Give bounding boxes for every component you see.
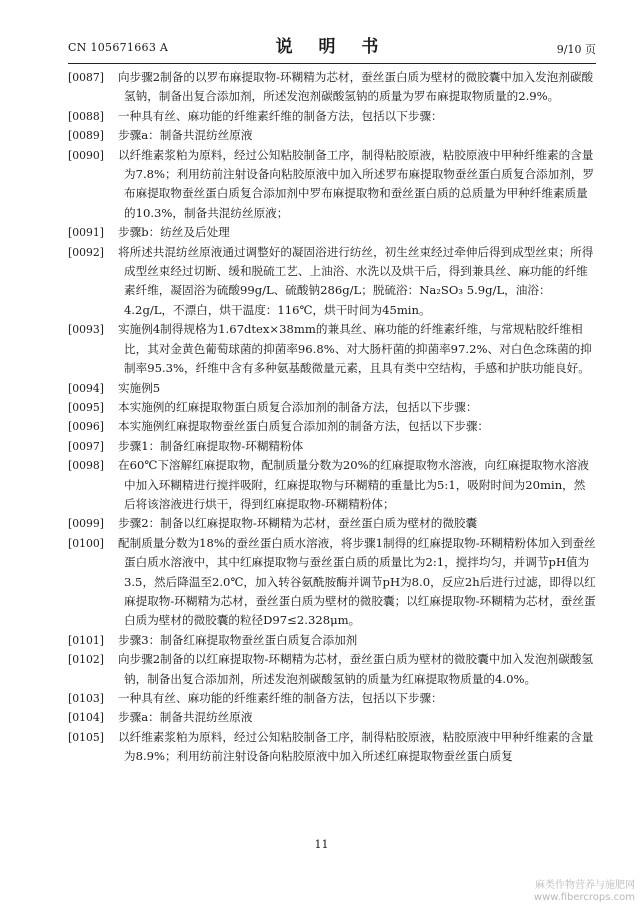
paragraph-text: 步骤1：制备红麻提取物-环糊精粉体	[118, 438, 304, 453]
paragraph-number: [0103]	[68, 692, 104, 705]
paragraph-text: 本实施例的红麻提取物蛋白质复合添加剂的制备方法，包括以下步骤：	[118, 399, 478, 414]
header-divider	[68, 63, 596, 64]
watermark-site-name: 麻类作物营养与施肥网	[535, 880, 635, 891]
paragraph-text: 将所述共混纺丝原液通过调整好的凝固浴进行纺丝，初生丝束经过牵伸后得到成型丝束；所得成型丝束经过切断、缓和脱硫工艺、上油浴、水洗以及烘干后，得到兼具丝、麻功能的纤维素纤维，凝固浴为硫酸99g/L、硫酸钠286g/L；脱硫浴：Na₂SO₃ 5.9g/L，油浴：4.2g/L，不漂白，烘干温度：116℃，烘干时间为45min。	[118, 244, 594, 317]
page-indicator: 9/10 页	[556, 43, 596, 56]
paragraph-number: [0099]	[68, 517, 104, 531]
paragraph-text: 步骤3：制备红麻提取物蚕丝蛋白质复合添加剂	[118, 632, 358, 647]
paragraph-number: [0095]	[68, 400, 104, 414]
page-title: 说 明 书	[275, 37, 389, 57]
paragraph-text: 配制质量分数为18%的蚕丝蛋白质水溶液，将步骤1制得的红麻提取物-环糊精粉体加入到蚕丝蛋白质水溶液中，其中红麻提取物与蚕丝蛋白质的质量比为2:1，搅拌均匀，并调节pH值为3.5，然后降温至2.0℃，加入转谷氨酰胺酶并调节pH为8.0，反应2h后进行过滤，即得以红麻提取物-环糊精为芯材，蚕丝蛋白质为壁材的微胶囊；以红麻提取物-环糊精为芯材，蚕丝蛋白质为壁材的微胶囊的粒径D97≤2.328μm。	[118, 535, 596, 628]
paragraph-number: [0101]	[68, 633, 104, 647]
paragraph	[68, 631, 596, 650]
paragraph	[68, 417, 596, 436]
paragraph-number: [0104]	[68, 711, 104, 725]
paragraph	[68, 146, 596, 224]
paragraph-text: 一种具有丝、麻功能的纤维素纤维的制备方法，包括以下步骤：	[118, 691, 443, 705]
document-body	[68, 68, 596, 767]
paragraph-number: [0096]	[68, 420, 104, 434]
paragraph	[68, 107, 596, 126]
paragraph-text: 在60℃下溶解红麻提取物，配制质量分数为20%的红麻提取物水溶液，向红麻提取物水溶液中加入环糊精进行搅拌吸附，红麻提取物与环糊精的重量比为5:1，吸附时间为20min，然后将该溶液进行烘干，得到红麻提取物-环糊精粉体；	[118, 458, 589, 511]
paragraph	[68, 514, 596, 533]
publication-number: CN 105671663 A	[68, 41, 169, 54]
paragraph	[68, 398, 596, 417]
paragraph-number: [0090]	[68, 148, 104, 162]
paragraph-number: [0093]	[68, 323, 104, 337]
paragraph-number: [0100]	[68, 536, 104, 550]
paragraph-text: 以纤维素浆粕为原料，经过公知粘胶制备工序，制得粘胶原液，粘胶原液中甲种纤维素的含量为8.9%；利用纺前注射设备向粘胶原液中加入所述红麻提取物蚕丝蛋白质复	[118, 729, 594, 764]
paragraph-text: 步骤a：制备共混纺丝原液	[118, 128, 253, 143]
paragraph	[68, 689, 596, 708]
paragraph	[68, 650, 596, 689]
paragraph	[68, 534, 596, 631]
paragraph	[68, 243, 596, 321]
paragraph	[68, 437, 596, 456]
page-header	[68, 30, 596, 62]
watermark-url: www.fibercrops.com	[533, 892, 635, 903]
paragraph-number: [0097]	[68, 439, 104, 453]
paragraph-text: 向步骤2制备的以红麻提取物-环糊精为芯材，蚕丝蛋白质为壁材的微胶囊中加入发泡剂碳酸氢钠，制备出复合添加剂，所述发泡剂碳酸氢钠的质量为红麻提取物质量的4.0%。	[118, 652, 594, 686]
paragraph-text: 步骤2：制备以红麻提取物-环糊精为芯材，蚕丝蛋白质为壁材的微胶囊	[118, 516, 478, 531]
paragraph-number: [0087]	[68, 71, 104, 84]
paragraph-number: [0094]	[68, 381, 104, 395]
paragraph	[68, 320, 596, 378]
paragraph-number: [0102]	[68, 653, 104, 667]
paragraph	[68, 728, 596, 767]
paragraph	[68, 68, 596, 107]
paragraph-text: 一种具有丝、麻功能的纤维素纤维的制备方法，包括以下步骤：	[118, 108, 443, 123]
paragraph-number: [0088]	[68, 109, 104, 123]
paragraph-number: [0098]	[68, 459, 104, 473]
paragraph	[68, 223, 596, 242]
paragraph-text: 实施例4制得规格为1.67dtex×38mm的兼具丝、麻功能的纤维素纤维，与常规粘胶纤维相比，其对金黄色葡萄球菌的抑菌率96.8%、对大肠杆菌的抑菌率97.2%、对白色念珠菌的抑制率95.3%，纤维中含有多种氨基酸微量元素，且具有类中空结构，手感和护肤功能良好。	[118, 322, 592, 376]
paragraph-number: [0089]	[68, 129, 104, 143]
page-number: 11	[314, 838, 329, 851]
watermark	[534, 880, 635, 904]
paragraph-text: 以纤维素浆粕为原料，经过公知粘胶制备工序，制得粘胶原液，粘胶原液中甲种纤维素的含量为7.8%；利用纺前注射设备向粘胶原液中加入所述罗布麻提取物蚕丝蛋白质复合添加剂，罗布麻提取物蚕丝蛋白质复合添加剂中罗布麻提取物和蚕丝蛋白质的总质量为甲种纤维素质量的10.3%，制备共混纺丝原液；	[118, 147, 595, 220]
paragraph-text: 本实施例红麻提取物蚕丝蛋白质复合添加剂的制备方法，包括以下步骤：	[118, 419, 490, 434]
paragraph-text: 向步骤2制备的以罗布麻提取物-环糊精为芯材，蚕丝蛋白质为壁材的微胶囊中加入发泡剂碳酸氢钠，制备出复合添加剂，所述发泡剂碳酸氢钠的质量为罗布麻提取物质量的2.9%。	[118, 70, 594, 104]
paragraph	[68, 126, 596, 145]
paragraph	[68, 379, 596, 398]
paragraph	[68, 456, 596, 514]
paragraph-text: 步骤b：纺丝及后处理	[118, 225, 230, 240]
paragraph-number: [0092]	[68, 245, 104, 259]
paragraph-number: [0091]	[68, 226, 104, 240]
paragraph	[68, 708, 596, 727]
paragraph-text: 实施例5	[118, 380, 161, 395]
paragraph-number: [0105]	[68, 730, 104, 744]
paragraph-text: 步骤a：制备共混纺丝原液	[118, 710, 253, 725]
